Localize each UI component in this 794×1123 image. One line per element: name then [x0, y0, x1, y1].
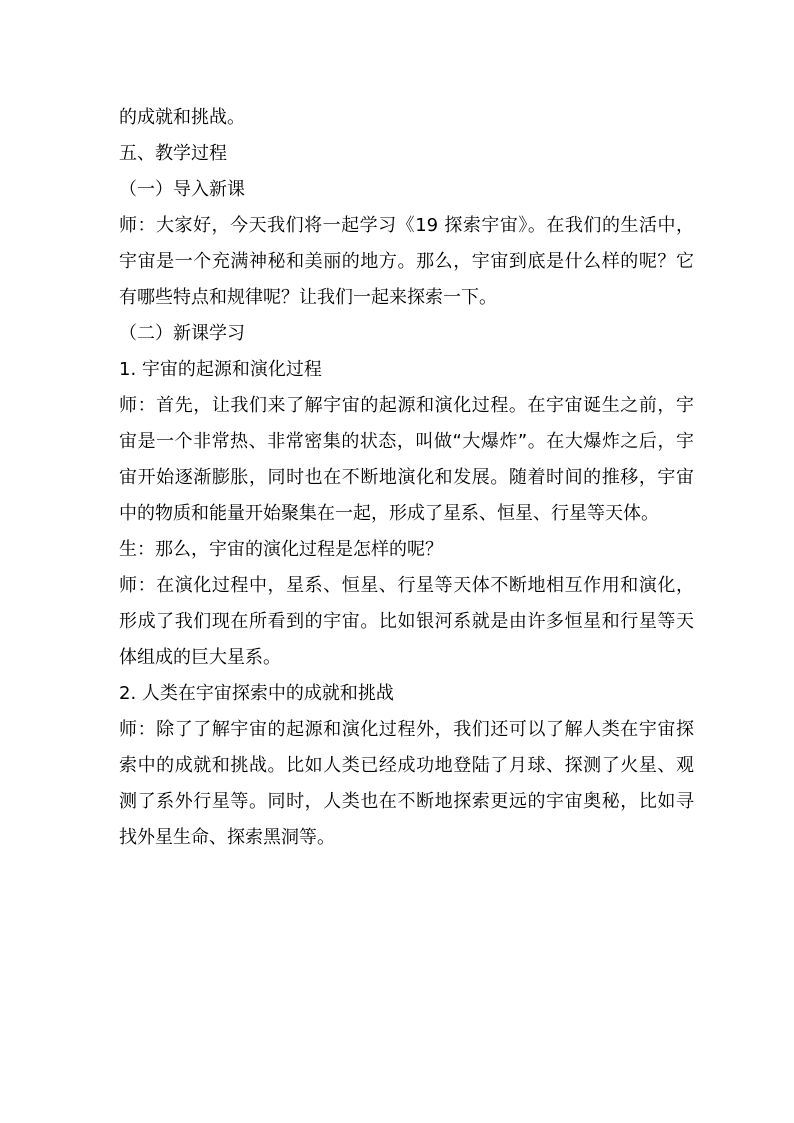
subsection-heading-new-lesson: （二）新课学习	[119, 323, 245, 344]
document-body	[119, 100, 694, 856]
paragraph-continuation: 的成就和挑战。	[119, 107, 245, 128]
item-heading-human-exploration: 2. 人类在宇宙探索中的成就和挑战	[119, 683, 394, 704]
subsection-heading-introduction: （一）导入新课	[119, 179, 245, 200]
paragraph-teacher-evolution: 师：在演化过程中，星系、恒星、行星等天体不断地相互作用和演化，形成了我们现在所看到的宇宙。比如银河系就是由许多恒星和行星等天体组成的巨大星系。	[119, 575, 694, 668]
paragraph-teacher-origin: 师：首先，让我们来了解宇宙的起源和演化过程。在宇宙诞生之前，宇宙是一个非常热、非常密集的状态，叫做“大爆炸”。在大爆炸之后，宇宙开始逐渐膨胀，同时也在不断地演化和发展。随着时间的推移，宇宙中的物质和能量开始聚集在一起，形成了星系、恒星、行星等天体。	[119, 395, 694, 524]
item-heading-origin-evolution: 1. 宇宙的起源和演化过程	[119, 359, 322, 380]
paragraph-teacher-intro: 师：大家好，今天我们将一起学习《19 探索宇宙》。在我们的生活中，宇宙是一个充满神秘和美丽的地方。那么，宇宙到底是什么样的呢？它有哪些特点和规律呢？让我们一起来探索一下。	[119, 215, 694, 308]
paragraph-teacher-exploration: 师：除了了解宇宙的起源和演化过程外，我们还可以了解人类在宇宙探索中的成就和挑战。比如人类已经成功地登陆了月球、探测了火星、观测了系外行星等。同时，人类也在不断地探索更远的宇宙奥秘，比如寻找外星生命、探索黑洞等。	[119, 719, 694, 848]
section-heading-teaching-process: 五、教学过程	[119, 143, 227, 164]
paragraph-student-question: 生：那么，宇宙的演化过程是怎样的呢？	[119, 539, 443, 560]
